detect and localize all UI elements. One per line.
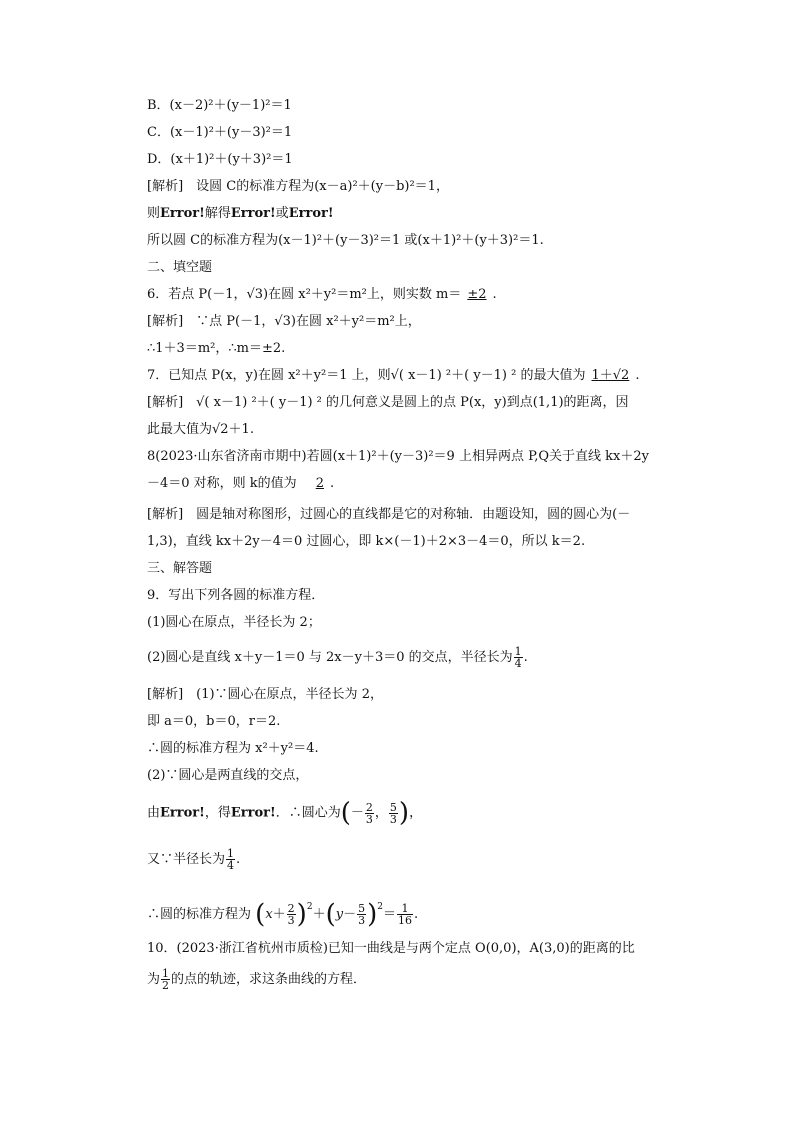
analysis-9-line2: 即 a＝0，b＝0，r＝2. [147, 714, 281, 729]
analysis-9-line5: 由Error!，得Error!．∴圆心为(－ $\frac{2}{3}$ ， $\frac{5}{3}$ )， [147, 798, 423, 828]
answer-8: 2 [315, 476, 324, 491]
analysis-5-line3: 所以圆 C的标准方程为(x－1)²＋(y－3)²＝1 或(x＋1)²＋(y＋3)²＝1. [147, 233, 544, 248]
analysis-9-line7: ∴圆的标准方程为 (x＋ $\frac{2}{3}$ )$^2$＋(y－ $\frac{5}{3}$ )$^2$＝ $\frac{1}{16}$ . [147, 899, 419, 930]
answer-6: ±2 [467, 287, 487, 302]
question-10-line1: 10．(2023·浙江省杭州市质检)已知一曲线是与两个定点 O(0,0)，A(3,0)的距离的比 [147, 941, 635, 956]
fraction-quarter: $\frac{1}{4}$ [514, 645, 522, 670]
analysis-6-line1: [解析] ∵点 P(－1，√3)在圆 x²＋y²＝m²上， [147, 314, 421, 329]
analysis-8-line1: [解析] 圆是轴对称图形，过圆心的直线都是它的对称轴．由题设知，圆的圆心为(－ [147, 507, 631, 522]
option-b: B．(x－2)²＋(y－1)²＝1 [147, 98, 292, 113]
analysis-7-line2: 此最大值为√2＋1. [147, 422, 254, 437]
analysis-9-line3: ∴圆的标准方程为 x²＋y²＝4. [147, 741, 319, 756]
analysis-8-line2: 1,3)，直线 kx＋2y－4＝0 过圆心，即 k×(－1)＋2×3－4＝0，所以 k＝2. [147, 534, 586, 549]
question-6: 6．若点 P(－1，√3)在圆 x²＋y²＝m²上，则实数 m＝ ±2 . [147, 287, 497, 302]
answer-7: 1＋√2 [591, 368, 630, 383]
question-9-part2: (2)圆心是直线 x＋y－1＝0 与 2x－y＋3＝0 的交点，半径长为 $\frac{1}{4}$ . [147, 645, 528, 670]
analysis-7-line1: [解析] √( x－1) ²＋( y－1) ² 的几何意义是圆上的点 P(x，y)到点(1,1)的距离，因 [147, 395, 629, 410]
analysis-6-line2: ∴1＋3＝m²，∴m＝±2. [147, 341, 286, 356]
analysis-9-line6: 又∵半径长为 $\frac{1}{4}$ . [147, 847, 241, 872]
analysis-5-line2: 则Error!解得Error!或Error! [147, 206, 334, 221]
question-8-line1: 8(2023·山东省济南市期中)若圆(x＋1)²＋(y－3)²＝9 上相异两点 P,Q关于直线 kx＋2y [147, 449, 649, 464]
question-10-line2: 为 $\frac{1}{2}$ 的点的轨迹，求这条曲线的方程． [147, 967, 367, 992]
question-9: 9．写出下列各圆的标准方程． [147, 588, 325, 603]
question-7: 7．已知点 P(x，y)在圆 x²＋y²＝1 上，则√( x－1) ²＋( y－1) ² 的最大值为 1＋√2 . [147, 368, 640, 383]
section-solve: 三、解答题 [147, 561, 213, 576]
option-d: D．(x＋1)²＋(y＋3)²＝1 [147, 152, 293, 167]
question-9-part1: (1)圆心在原点，半径长为 2； [147, 615, 321, 630]
section-fill-in: 二、填空题 [147, 260, 213, 275]
analysis-5-line1: [解析] 设圆 C的标准方程为(x－a)²＋(y－b)²＝1， [147, 179, 449, 194]
analysis-9-line4: (2)∵圆心是两直线的交点， [147, 768, 309, 783]
option-c: C．(x－1)²＋(y－3)²＝1 [147, 125, 293, 140]
question-8-line2: －4＝0 对称，则 k的值为 2 . [147, 476, 335, 491]
analysis-9-line1: [解析] (1)∵圆心在原点，半径长为 2， [147, 687, 383, 702]
